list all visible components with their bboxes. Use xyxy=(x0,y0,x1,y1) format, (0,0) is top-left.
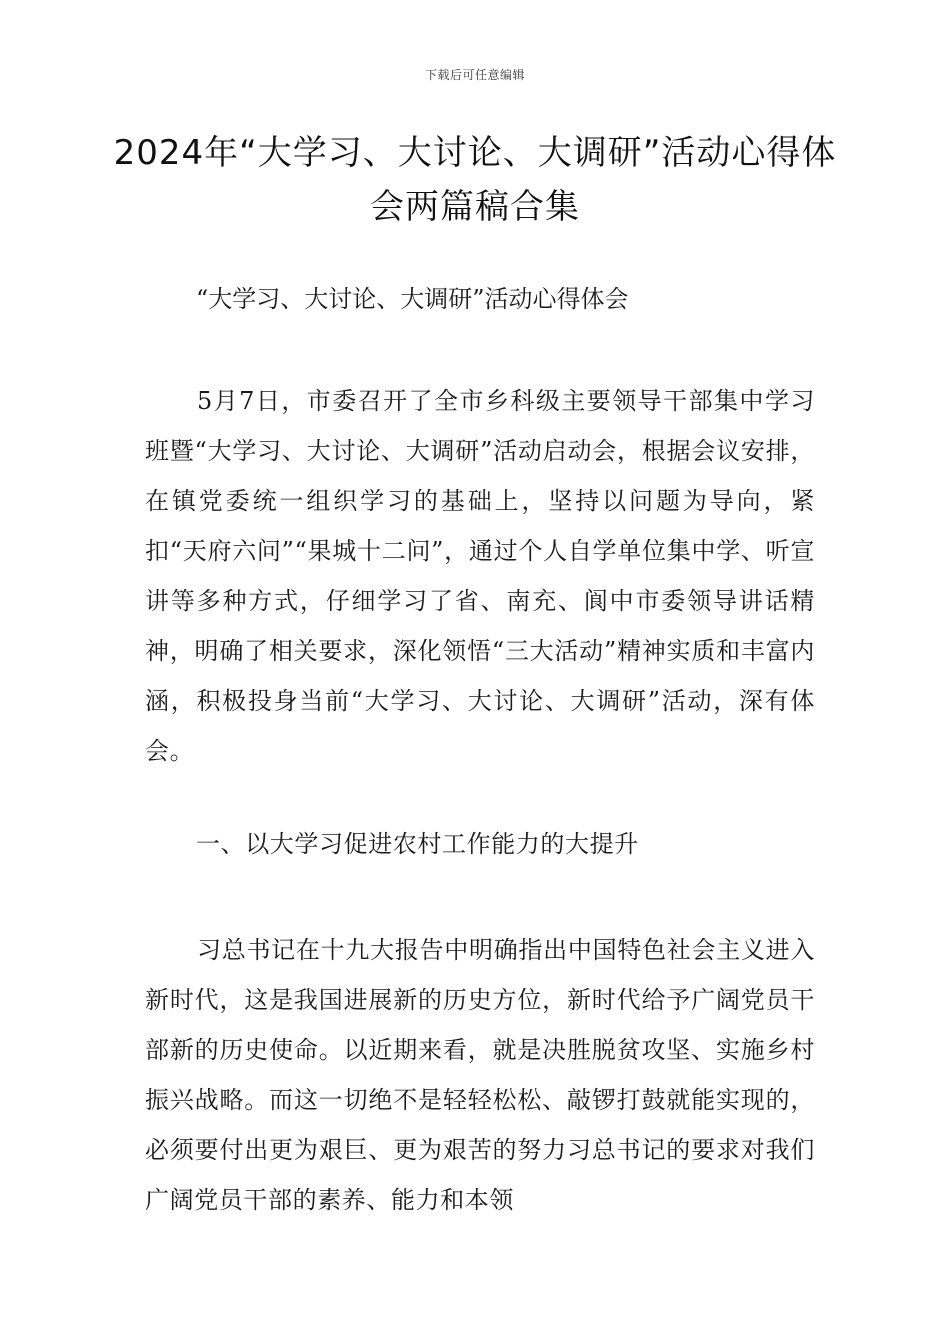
section-heading: 一、以大学习促进农村工作能力的大提升 xyxy=(196,830,639,858)
body-paragraph: 5月7日，市委召开了全市乡科级主要领导干部集中学习班暨“大学习、大讨论、大调研”活动启动会，根据会议安排，在镇党委统一组织学习的基础上，坚持以问题为导向，紧扣“天府六问”“果城十二问”，通过个人自学单位集中学、听宣讲等多种方式，仔细学习了省、南充、阆中市委领导讲话精神，明确了相关要求，深化领悟“三大活动”精神实质和丰富内涵，积极投身当前“大学习、大讨论、大调研”活动，深有体会。 xyxy=(145,387,815,765)
body-paragraph-1-container xyxy=(145,376,815,776)
body-paragraph-2-container xyxy=(145,925,815,1225)
document-title: 2024年“大学习、大讨论、大调研”活动心得体会两篇稿合集 xyxy=(113,133,837,227)
download-note: 下载后可任意编辑 xyxy=(424,68,525,82)
body-paragraph: 习总书记在十九大报告中明确指出中国特色社会主义进入新时代，这是我国进展新的历史方位，新时代给予广阔党员干部新的历史使命。以近期来看，就是决胜脱贫攻坚、实施乡村振兴战略。而这一切绝不是轻轻松松、敲锣打鼓就能实现的，必须要付出更为艰巨、更为艰苦的努力习总书记的要求对我们广阔党员干部的素养、能力和本领 xyxy=(145,936,815,1214)
document-subtitle: “大学习、大讨论、大调研”活动心得体会 xyxy=(196,285,629,313)
